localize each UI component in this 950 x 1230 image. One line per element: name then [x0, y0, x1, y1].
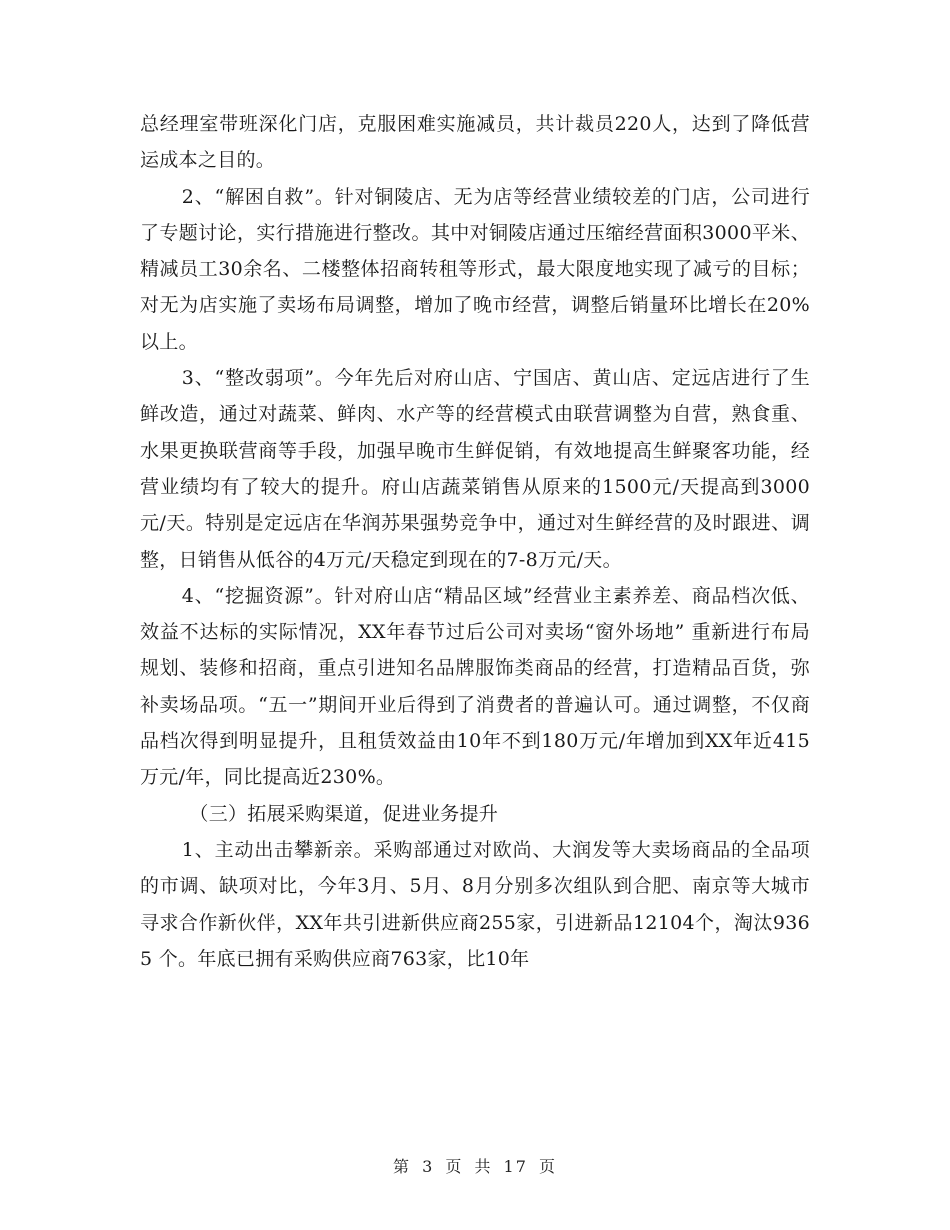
paragraph-tap-resources: 4、“挖掘资源”。针对府山店“精品区域”经营业主素养差、商品档次低、效益不达标的实际情况，XX年春节过后公司对卖场“窗外场地” 重新进行布局规划、装修和招商，重点引进知名品牌服饰类商品的经营，打造精品百货，弥补卖场品项。“五一”期间开业后得到了消费者的普遍认可。通过调整，不仅商品档次得到明显提升，且租赁效益由10年不到180万元/年增加到XX年近415万元/年，同比提高近230%。: [140, 584, 810, 789]
page-footer: 第 3 页 共 17 页: [393, 1157, 557, 1176]
paragraph-self-rescue: 2、“解困自救”。针对铜陵店、无为店等经营业绩较差的门店，公司进行了专题讨论，实行措施进行整改。其中对铜陵店通过压缩经营面积3000平米、精减员工30余名、二楼整体招商转租等形式，最大限度地实现了减亏的目标；对无为店实施了卖场布局调整，增加了晚市经营，调整后销量环比增长在20%以上。: [140, 185, 810, 353]
document-body: [140, 106, 810, 977]
section-heading-procurement: （三）拓展采购渠道，促进业务提升: [189, 802, 499, 825]
paragraph-rectify-weakness: 3、“整改弱项”。今年先后对府山店、宁国店、黄山店、定远店进行了生鲜改造，通过对蔬菜、鲜肉、水产等的经营模式由联营调整为自营，熟食重、水果更换联营商等手段，加强早晚市生鲜促销，有效地提高生鲜聚客功能，经营业绩均有了较大的提升。府山店蔬菜销售从原来的1500元/天提高到3000元/天。特别是定远店在华润苏果强势竞争中，通过对生鲜经营的及时跟进、调整，日销售从低谷的4万元/天稳定到现在的7-8万元/天。: [140, 367, 810, 571]
paragraph-new-suppliers: 1、主动出击攀新亲。采购部通过对欧尚、大润发等大卖场商品的全品项的市调、缺项对比，今年3月、5月、8月分别多次组队到合肥、南京等大城市寻求合作新伙伴，XX年共引进新供应商255家，引进新品12104个，淘汰9365 个。年底已拥有采购供应商763家，比10年: [140, 838, 810, 970]
paragraph-staff-reduction: 总经理室带班深化门店，克服困难实施减员，共计裁员220人，达到了降低营运成本之目的。: [140, 113, 810, 172]
